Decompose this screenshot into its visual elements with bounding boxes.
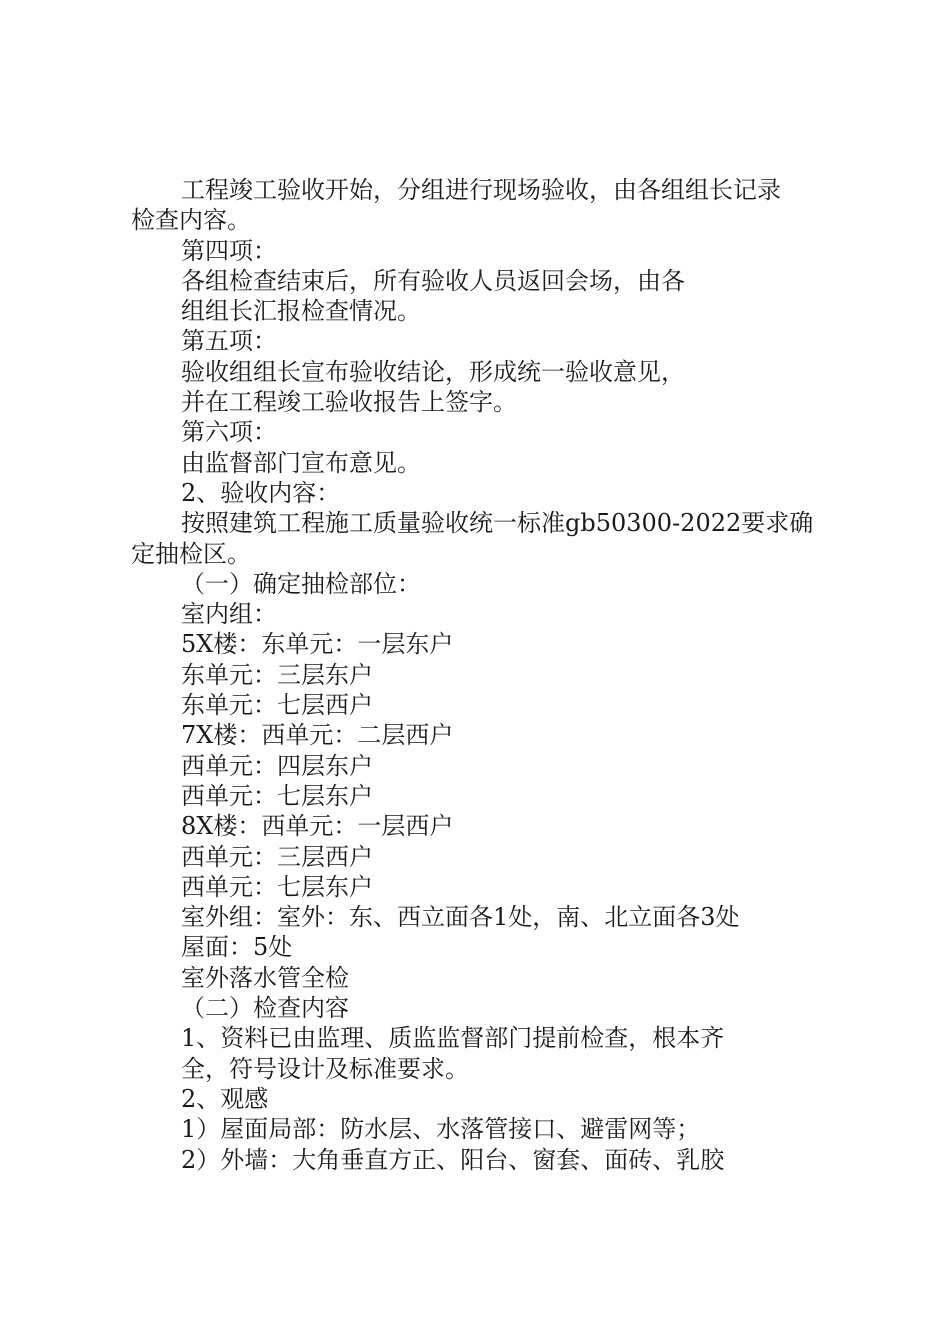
text-line: 按照建筑工程施工质量验收统一标准gb50300-2022要求确 <box>181 509 814 538</box>
text-line: 西单元：七层东户 <box>181 872 373 901</box>
document-body <box>131 175 836 1175</box>
text-line: 屋面：5处 <box>181 933 293 962</box>
text-line: 1）屋面局部：防水层、水落管接口、避雷网等； <box>181 1115 701 1144</box>
text-line: 室外组：室外：东、西立面各1处，南、北立面各3处 <box>181 903 740 932</box>
text-line: 1、资料已由监理、质监监督部门提前检查，根本齐 <box>181 1024 725 1053</box>
text-line: 各组检查结束后，所有验收人员返回会场，由各 <box>181 266 685 295</box>
text-line: （一）确定抽检部位： <box>181 569 421 598</box>
text-line: 工程竣工验收开始，分组进行现场验收，由各组组长记录 <box>181 176 781 204</box>
text-line: 2）外墙：大角垂直方正、阳台、窗套、面砖、乳胶 <box>181 1145 725 1174</box>
text-line: 西单元：七层东户 <box>181 781 373 810</box>
text-line: 2、验收内容： <box>181 478 341 507</box>
text-line: 第六项： <box>181 418 277 447</box>
text-line: 验收组组长宣布验收结论，形成统一验收意见， <box>181 357 685 386</box>
text-line: （二）检查内容 <box>181 994 349 1023</box>
text-line: 2、观感 <box>181 1084 269 1113</box>
text-line: 由监督部门宣布意见。 <box>181 448 421 477</box>
text-line: 定抽检区。 <box>131 539 251 568</box>
text-line: 并在工程竣工验收报告上签字。 <box>181 388 517 417</box>
text-line: 组组长汇报检查情况。 <box>181 297 421 326</box>
text-line: 西单元：四层东户 <box>181 751 373 780</box>
text-line: 西单元：三层西户 <box>181 842 373 871</box>
text-line: 全，符号设计及标准要求。 <box>181 1054 469 1083</box>
text-line: 7X楼：西单元：二层西户 <box>181 721 454 750</box>
text-line: 检查内容。 <box>131 206 251 235</box>
text-line: 东单元：七层西户 <box>181 691 373 720</box>
text-line: 室内组： <box>181 600 277 629</box>
text-line: 第四项： <box>181 236 277 265</box>
text-line: 第五项： <box>181 327 277 356</box>
text-line: 8X楼：西单元：一层西户 <box>181 812 454 841</box>
text-line: 5X楼：东单元：一层东户 <box>181 630 454 659</box>
text-line: 东单元：三层东户 <box>181 660 373 689</box>
text-line: 室外落水管全检 <box>181 963 349 992</box>
